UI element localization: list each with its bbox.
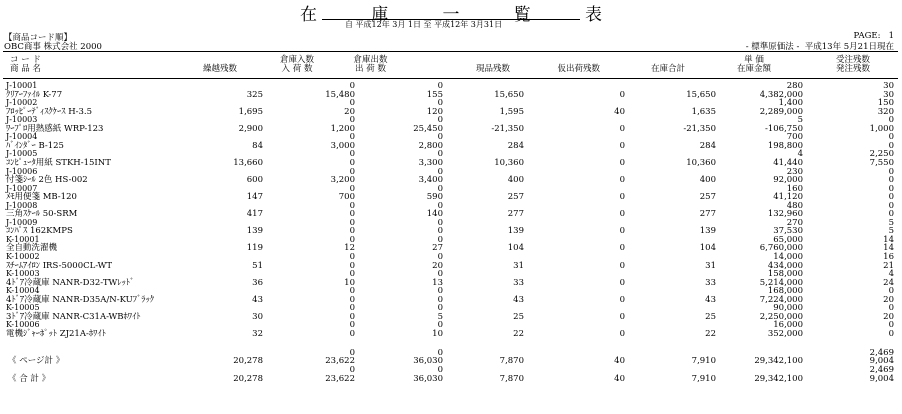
purchase-backlog-qty: 5 [888, 226, 894, 237]
warehouse-in-qty: 0 [349, 149, 355, 160]
inventory-amount: 132,960 [767, 209, 803, 220]
provisional-qty: 0 [619, 157, 625, 168]
page-number: 1 [888, 31, 894, 41]
product-name: ｺﾝﾊﾟｽ 162KMPS [6, 226, 73, 237]
shipped-qty: 10 [432, 328, 443, 339]
order-backlog-qty: 30 [883, 81, 894, 91]
warehouse-out-qty: 0 [437, 217, 443, 228]
total-qty: 1,635 [691, 106, 716, 117]
product-name: 全自動洗濯機 [6, 243, 58, 254]
product-code: J-10003 [6, 115, 38, 125]
as-of-date: 平成13年 5月21日現在 [804, 42, 894, 52]
product-code: J-10005 [6, 149, 38, 159]
report-period: 自 平成12年 3月 1日 至 平成12年 3月31日 [345, 20, 503, 29]
totals-carryover: 20,278 [233, 374, 263, 384]
total-qty: 139 [699, 226, 716, 237]
warehouse-in-qty: 0 [349, 81, 355, 91]
purchase-backlog-qty: 1,000 [869, 123, 894, 134]
price-header-line: 単 価 [744, 55, 764, 65]
purchase-backlog-qty: 0 [888, 328, 894, 339]
carryover-qty: 32 [252, 328, 263, 339]
received-qty: 20 [344, 106, 355, 117]
purchase-backlog-qty: 20 [883, 294, 894, 305]
provisional-qty: 0 [619, 328, 625, 339]
order-header-line: 発注残数 [835, 64, 870, 74]
shipped-qty: 25,450 [413, 123, 443, 134]
current-qty: -21,350 [491, 123, 524, 134]
carryover-qty: 417 [246, 209, 263, 220]
valuation-method: - 標準原価法 - [745, 42, 800, 52]
product-code: K-10005 [6, 303, 40, 313]
shipped-qty: 2,800 [418, 140, 443, 151]
order-backlog-qty: 0 [888, 166, 894, 177]
header-top-rule [3, 51, 898, 52]
sort-order-label: 【商品コード順】 [4, 33, 73, 43]
product-name: 三角ｽｹｰﾙ 50-SRM [6, 209, 78, 220]
carryover-qty: 147 [246, 192, 263, 203]
totals-total: 7,910 [691, 374, 716, 384]
totals-total: 7,910 [691, 356, 716, 367]
purchase-backlog-qty: 7,550 [869, 157, 894, 168]
purchase-backlog-qty: 0 [888, 209, 894, 220]
receipt-header-line: 倉庫入数 [279, 55, 314, 65]
warehouse-out-qty: 0 [437, 286, 443, 297]
column-header-carryover: 繰越残数 [202, 64, 237, 74]
provisional-qty: 0 [619, 311, 625, 322]
totals-provisional: 40 [614, 356, 625, 367]
carryover-qty: 600 [246, 175, 263, 186]
unit-price: 480 [786, 200, 803, 211]
purchase-backlog-qty: 0 [888, 175, 894, 186]
totals-carryover: 20,278 [233, 356, 263, 367]
shipped-qty: 140 [426, 209, 443, 220]
warehouse-in-qty: 0 [349, 183, 355, 194]
unit-price: 158,000 [767, 269, 803, 280]
received-qty: 3,000 [330, 140, 355, 151]
warehouse-in-qty: 0 [349, 303, 355, 314]
warehouse-out-qty: 0 [437, 81, 443, 91]
warehouse-in-qty: 0 [349, 286, 355, 297]
totals-shipped: 36,030 [413, 374, 443, 384]
total-qty: 22 [705, 328, 716, 339]
carryover-qty: 84 [252, 140, 263, 151]
carryover-qty: 36 [252, 277, 263, 288]
received-qty: 1,200 [330, 123, 355, 134]
carryover-qty: 1,695 [238, 106, 263, 117]
title-char: 表 [585, 5, 602, 25]
unit-price: 5 [797, 115, 803, 126]
column-header-issues [343, 56, 398, 74]
product-name: ｽﾁｰﾑｱｲﾛﾝ IRS-5000CL-WT [6, 260, 113, 271]
warehouse-in-qty: 0 [349, 234, 355, 245]
page-label: PAGE: [853, 31, 881, 41]
purchase-backlog-qty: 30 [883, 89, 894, 100]
product-code: K-10001 [6, 234, 40, 244]
purchase-backlog-qty: 0 [888, 192, 894, 203]
warehouse-in-qty: 0 [349, 252, 355, 262]
order-backlog-qty: 0 [888, 320, 894, 331]
current-qty: 10,360 [494, 157, 524, 168]
warehouse-out-qty: 0 [437, 132, 443, 143]
warehouse-out-qty: 0 [437, 269, 443, 280]
totals-amount: 29,342,100 [754, 374, 803, 384]
total-qty: 284 [699, 140, 716, 151]
shipped-qty: 13 [432, 277, 443, 288]
totals-received: 23,622 [325, 374, 355, 384]
product-name: 3ﾄﾞｱ冷蔵庫 NANR-C31A-WBﾎﾜｲﾄ [6, 311, 141, 322]
purchase-backlog-qty: 20 [883, 311, 894, 322]
carryover-qty: 51 [252, 260, 263, 271]
inventory-amount: -106,750 [764, 123, 803, 134]
carryover-qty: 119 [246, 243, 263, 254]
product-name: ﾊﾞｲﾝﾀﾞｰ B-125 [6, 140, 64, 151]
shipped-qty: 20 [432, 260, 443, 271]
totals-current: 7,870 [499, 374, 524, 384]
total-qty: 43 [705, 294, 716, 305]
unit-price: 700 [786, 132, 803, 143]
order-backlog-qty: 16 [883, 252, 894, 262]
unit-price: 160 [786, 183, 803, 194]
current-qty: 277 [507, 209, 524, 220]
product-name: 電機ｼﾞｬｰﾎﾟｯﾄ ZJ21A-ﾎﾜｲﾄ [6, 328, 106, 339]
issue-header-line: 倉庫出数 [353, 55, 388, 65]
received-qty: 0 [349, 157, 355, 168]
order-backlog-qty: 5 [888, 217, 894, 228]
warehouse-in-qty: 0 [349, 132, 355, 143]
column-header-price-amount [730, 56, 778, 74]
total-qty: 15,650 [686, 89, 716, 100]
warehouse-out-qty: 0 [437, 234, 443, 245]
provisional-qty: 0 [619, 260, 625, 271]
product-code: K-10004 [6, 286, 40, 296]
inventory-amount: 92,000 [773, 175, 803, 186]
order-backlog-qty: 14 [883, 234, 894, 245]
shipped-qty: 3,400 [418, 175, 443, 186]
inventory-amount: 41,120 [773, 192, 803, 203]
warehouse-out-qty: 0 [437, 98, 443, 109]
totals-warehouse-out: 0 [437, 347, 443, 358]
unit-price: 230 [786, 166, 803, 177]
product-name: ｺﾝﾋﾟｭｰﾀ用紙 STKH-15INT [6, 157, 111, 168]
title-char: 庫 [371, 5, 389, 25]
column-header-orders [828, 56, 878, 74]
provisional-qty: 0 [619, 294, 625, 305]
shipped-qty: 590 [426, 192, 443, 203]
received-qty: 12 [344, 243, 355, 254]
column-header-receipts [272, 56, 322, 74]
warehouse-in-qty: 0 [349, 98, 355, 109]
provisional-qty: 0 [619, 209, 625, 220]
order-backlog-qty: 0 [888, 286, 894, 297]
total-qty: 257 [699, 192, 716, 203]
totals-warehouse-in: 0 [349, 365, 355, 376]
inventory-amount: 198,800 [767, 140, 803, 151]
amount-header-line: 在庫金額 [736, 64, 771, 74]
title-char: 一 [442, 5, 460, 25]
purchase-backlog-qty: 0 [888, 140, 894, 151]
issue-header-line: 出 荷 数 [355, 64, 386, 74]
product-name: ﾌﾛｯﾋﾟｰﾃﾞｨｽｸｹｰｽ H-3.5 [6, 106, 93, 117]
warehouse-out-qty: 0 [437, 303, 443, 314]
inventory-amount: 7,224,000 [759, 294, 803, 305]
totals-order-backlog: 2,469 [869, 347, 894, 358]
order-backlog-qty: 150 [877, 98, 894, 109]
totals-label: 《 合 計 》 [8, 374, 51, 384]
title-char: 在 [300, 5, 317, 25]
unit-price: 168,000 [767, 286, 803, 297]
warehouse-in-qty: 0 [349, 217, 355, 228]
shipped-qty: 0 [437, 294, 443, 305]
current-qty: 25 [513, 311, 524, 322]
inventory-amount: 5,214,000 [759, 277, 803, 288]
carryover-qty: 2,900 [238, 123, 263, 134]
warehouse-in-qty: 0 [349, 115, 355, 126]
product-code: J-10001 [6, 81, 38, 90]
provisional-qty: 0 [619, 89, 625, 100]
total-qty: 10,360 [686, 157, 716, 168]
company-name: OBC商事 株式会社 2000 [4, 42, 102, 52]
provisional-qty: 0 [619, 123, 625, 134]
title-char: 覧 [513, 5, 531, 25]
warehouse-out-qty: 0 [437, 320, 443, 331]
totals-amount: 29,342,100 [754, 356, 803, 367]
totals-purchase-backlog: 9,004 [869, 356, 894, 367]
warehouse-out-qty: 0 [437, 115, 443, 126]
total-qty: 25 [705, 311, 716, 322]
shipped-qty: 120 [426, 106, 443, 117]
provisional-qty: 0 [619, 192, 625, 203]
product-name: ﾒﾓ用便箋 MB-120 [6, 192, 77, 203]
header-bottom-rule [3, 78, 898, 79]
shipped-qty: 0 [437, 226, 443, 237]
current-qty: 1,595 [499, 106, 524, 117]
totals-shipped: 36,030 [413, 356, 443, 367]
current-qty: 400 [507, 175, 524, 186]
total-qty: 31 [705, 260, 716, 271]
unit-price: 16,000 [773, 320, 803, 331]
current-qty: 139 [507, 226, 524, 237]
current-qty: 33 [513, 277, 524, 288]
product-code: J-10008 [6, 200, 38, 210]
column-header-total: 在庫合計 [650, 64, 685, 74]
shipped-qty: 27 [432, 243, 443, 254]
warehouse-out-qty: 0 [437, 200, 443, 211]
totals-provisional: 40 [614, 374, 625, 384]
received-qty: 700 [338, 192, 355, 203]
received-qty: 0 [349, 311, 355, 322]
received-qty: 0 [349, 260, 355, 271]
code-header-line: コ ー ド [10, 55, 41, 65]
order-backlog-qty: 0 [888, 303, 894, 314]
current-qty: 15,650 [494, 89, 524, 100]
inventory-table [0, 82, 902, 414]
carryover-qty: 139 [246, 226, 263, 237]
totals-received: 23,622 [325, 356, 355, 367]
product-name: ﾜｰﾌﾟﾛ用熱感紙 WRP-123 [6, 123, 104, 134]
warehouse-in-qty: 0 [349, 320, 355, 331]
provisional-qty: 0 [619, 140, 625, 151]
column-header-provisional: 仮出荷残数 [557, 64, 600, 74]
provisional-qty: 0 [619, 243, 625, 254]
product-code: J-10002 [6, 98, 38, 108]
current-qty: 104 [507, 243, 524, 254]
product-name: 4ﾄﾞｱ冷蔵庫 NANR-D35A/N-KUﾌﾞﾗｯｸ [6, 294, 155, 305]
order-backlog-qty: 2,250 [869, 149, 894, 160]
order-backlog-qty: 0 [888, 183, 894, 194]
warehouse-out-qty: 0 [437, 183, 443, 194]
unit-price: 280 [786, 81, 803, 91]
totals-label: 《 ページ計 》 [8, 356, 65, 367]
inventory-amount: 352,000 [767, 328, 803, 339]
unit-price: 4 [797, 149, 803, 160]
inventory-amount: 6,760,000 [759, 243, 803, 254]
receipt-header-line: 入 荷 数 [281, 64, 313, 74]
shipped-qty: 3,300 [418, 157, 443, 168]
totals-warehouse-out: 0 [437, 365, 443, 376]
order-backlog-qty: 0 [888, 115, 894, 126]
name-header-line: 商 品 名 [10, 64, 41, 74]
inventory-amount: 41,440 [773, 157, 803, 168]
inventory-amount: 434,000 [767, 260, 803, 271]
received-qty: 0 [349, 226, 355, 237]
totals-purchase-backlog: 9,004 [869, 374, 894, 384]
inventory-amount: 2,250,000 [759, 311, 803, 322]
received-qty: 0 [349, 209, 355, 220]
column-header-current: 現品残数 [475, 64, 510, 74]
received-qty: 15,480 [325, 89, 355, 100]
product-code: J-10006 [6, 166, 38, 176]
carryover-qty: 30 [252, 311, 263, 322]
purchase-backlog-qty: 21 [883, 260, 894, 271]
current-qty: 31 [513, 260, 524, 271]
warehouse-in-qty: 0 [349, 200, 355, 211]
received-qty: 10 [344, 277, 355, 288]
purchase-backlog-qty: 14 [883, 243, 894, 254]
provisional-qty: 0 [619, 175, 625, 186]
received-qty: 3,200 [330, 175, 355, 186]
purchase-backlog-qty: 24 [883, 277, 894, 288]
unit-price: 1,400 [778, 98, 803, 109]
unit-price: 90,000 [773, 303, 803, 314]
unit-price: 14,000 [773, 252, 803, 262]
order-header-line: 受注残数 [835, 55, 870, 65]
product-code: J-10004 [6, 132, 38, 142]
total-qty: -21,350 [683, 123, 716, 134]
current-qty: 284 [507, 140, 524, 151]
order-backlog-qty: 0 [888, 132, 894, 143]
unit-price: 270 [786, 217, 803, 228]
order-backlog-qty: 0 [888, 200, 894, 211]
carryover-qty: 43 [252, 294, 263, 305]
totals-warehouse-in: 0 [349, 347, 355, 358]
received-qty: 0 [349, 328, 355, 339]
provisional-qty: 0 [619, 277, 625, 288]
carryover-qty: 325 [246, 89, 263, 100]
current-qty: 22 [513, 328, 524, 339]
unit-price: 65,000 [773, 234, 803, 245]
warehouse-out-qty: 0 [437, 149, 443, 160]
product-name: ｸﾘｱｰﾌｧｲﾙ K-77 [6, 89, 63, 100]
warehouse-out-qty: 0 [437, 252, 443, 262]
shipped-qty: 5 [437, 311, 443, 322]
provisional-qty: 40 [614, 106, 625, 117]
product-name: 4ﾄﾞｱ冷蔵庫 NANR-D32-TWﾚｯﾄﾞ [6, 277, 135, 288]
inventory-amount: 4,382,000 [759, 89, 803, 100]
total-qty: 33 [705, 277, 716, 288]
total-qty: 400 [699, 175, 716, 186]
totals-current: 7,870 [499, 356, 524, 367]
warehouse-in-qty: 0 [349, 166, 355, 177]
product-code: J-10009 [6, 217, 38, 227]
product-code: J-10007 [6, 183, 38, 193]
inventory-amount: 2,289,000 [759, 106, 803, 117]
product-name: 付箋ｼｰﾙ 2色 HS-002 [6, 175, 88, 186]
column-header-code [10, 56, 41, 74]
product-code: K-10003 [6, 269, 40, 279]
received-qty: 0 [349, 294, 355, 305]
provisional-qty: 0 [619, 226, 625, 237]
purchase-backlog-qty: 320 [877, 106, 894, 117]
warehouse-out-qty: 0 [437, 166, 443, 177]
warehouse-in-qty: 0 [349, 269, 355, 280]
shipped-qty: 155 [426, 89, 443, 100]
current-qty: 257 [507, 192, 524, 203]
totals-order-backlog: 2,469 [869, 365, 894, 376]
product-code: K-10002 [6, 252, 40, 261]
inventory-amount: 37,530 [773, 226, 803, 237]
total-qty: 104 [699, 243, 716, 254]
product-code: K-10006 [6, 320, 40, 330]
current-qty: 43 [513, 294, 524, 305]
total-qty: 277 [699, 209, 716, 220]
order-backlog-qty: 4 [888, 269, 894, 280]
carryover-qty: 13,660 [233, 157, 263, 168]
